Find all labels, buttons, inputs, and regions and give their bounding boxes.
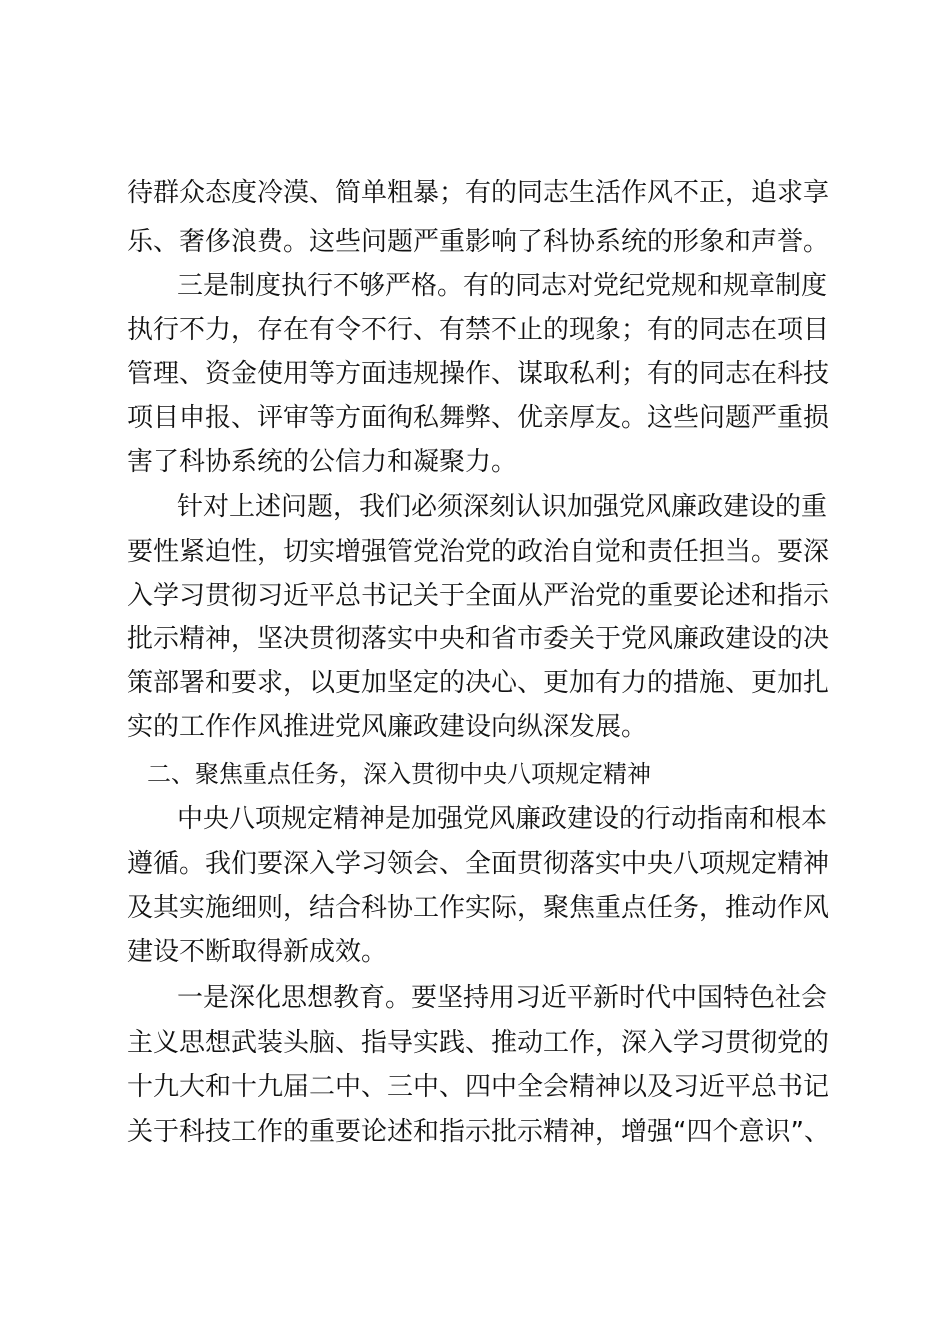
paragraph-first-line: 针对上述问题，我们必须深刻认识加强党风廉政建设的重 [177, 492, 828, 522]
text-line: 策部署和要求，以更加坚定的决心、更加有力的措施、更加扎 [127, 668, 830, 698]
text-line: 管理、资金使用等方面违规操作、谋取私利；有的同志在科技 [127, 359, 830, 389]
text-line: 遵循。我们要深入学习领会、全面贯彻落实中央八项规定精神 [127, 849, 830, 879]
paragraph-last-line: 实的工作作风推进党风廉政建设向纵深发展。 [127, 712, 648, 742]
text-line: 乐、奢侈浪费。这些问题严重影响了科协系统的形象和声誉。 [127, 227, 830, 257]
text-line: 入学习贯彻习近平总书记关于全面从严治党的重要论述和指示 [127, 581, 830, 611]
text-line: 项目申报、评审等方面徇私舞弊、优亲厚友。这些问题严重损 [127, 403, 830, 433]
text-line: 主义思想武装头脑、指导实践、推动工作，深入学习贯彻党的 [127, 1028, 830, 1058]
text-line: 十九大和十九届二中、三中、四中全会精神以及习近平总书记 [127, 1072, 830, 1102]
paragraph-first-line: 中央八项规定精神是加强党风廉政建设的行动指南和根本 [177, 804, 828, 834]
text-line: 要性紧迫性，切实增强管党治党的政治自觉和责任担当。要深 [127, 537, 830, 567]
text-line: 及其实施细则，结合科协工作实际，聚焦重点任务，推动作风 [127, 893, 830, 923]
paragraph-last-line: 害了科协系统的公信力和凝聚力。 [127, 447, 518, 477]
text-line: 批示精神，坚决贯彻落实中央和省市委关于党风廉政建设的决 [127, 624, 830, 654]
text-line: 执行不力，存在有令不行、有禁不止的现象；有的同志在项目 [127, 315, 830, 345]
paragraph-last-line: 建设不断取得新成效。 [127, 937, 388, 967]
text-line: 待群众态度冷漠、简单粗暴；有的同志生活作风不正，追求享 [127, 178, 830, 208]
paragraph-first-line: 一是深化思想教育。要坚持用习近平新时代中国特色社会 [177, 983, 828, 1013]
paragraph-first-line: 三是制度执行不够严格。有的同志对党纪党规和规章制度 [177, 271, 828, 301]
text-line: 关于科技工作的重要论述和指示批示精神，增强“四个意识”、 [127, 1117, 830, 1147]
section-heading: 二、聚焦重点任务，深入贯彻中央八项规定精神 [147, 760, 651, 788]
